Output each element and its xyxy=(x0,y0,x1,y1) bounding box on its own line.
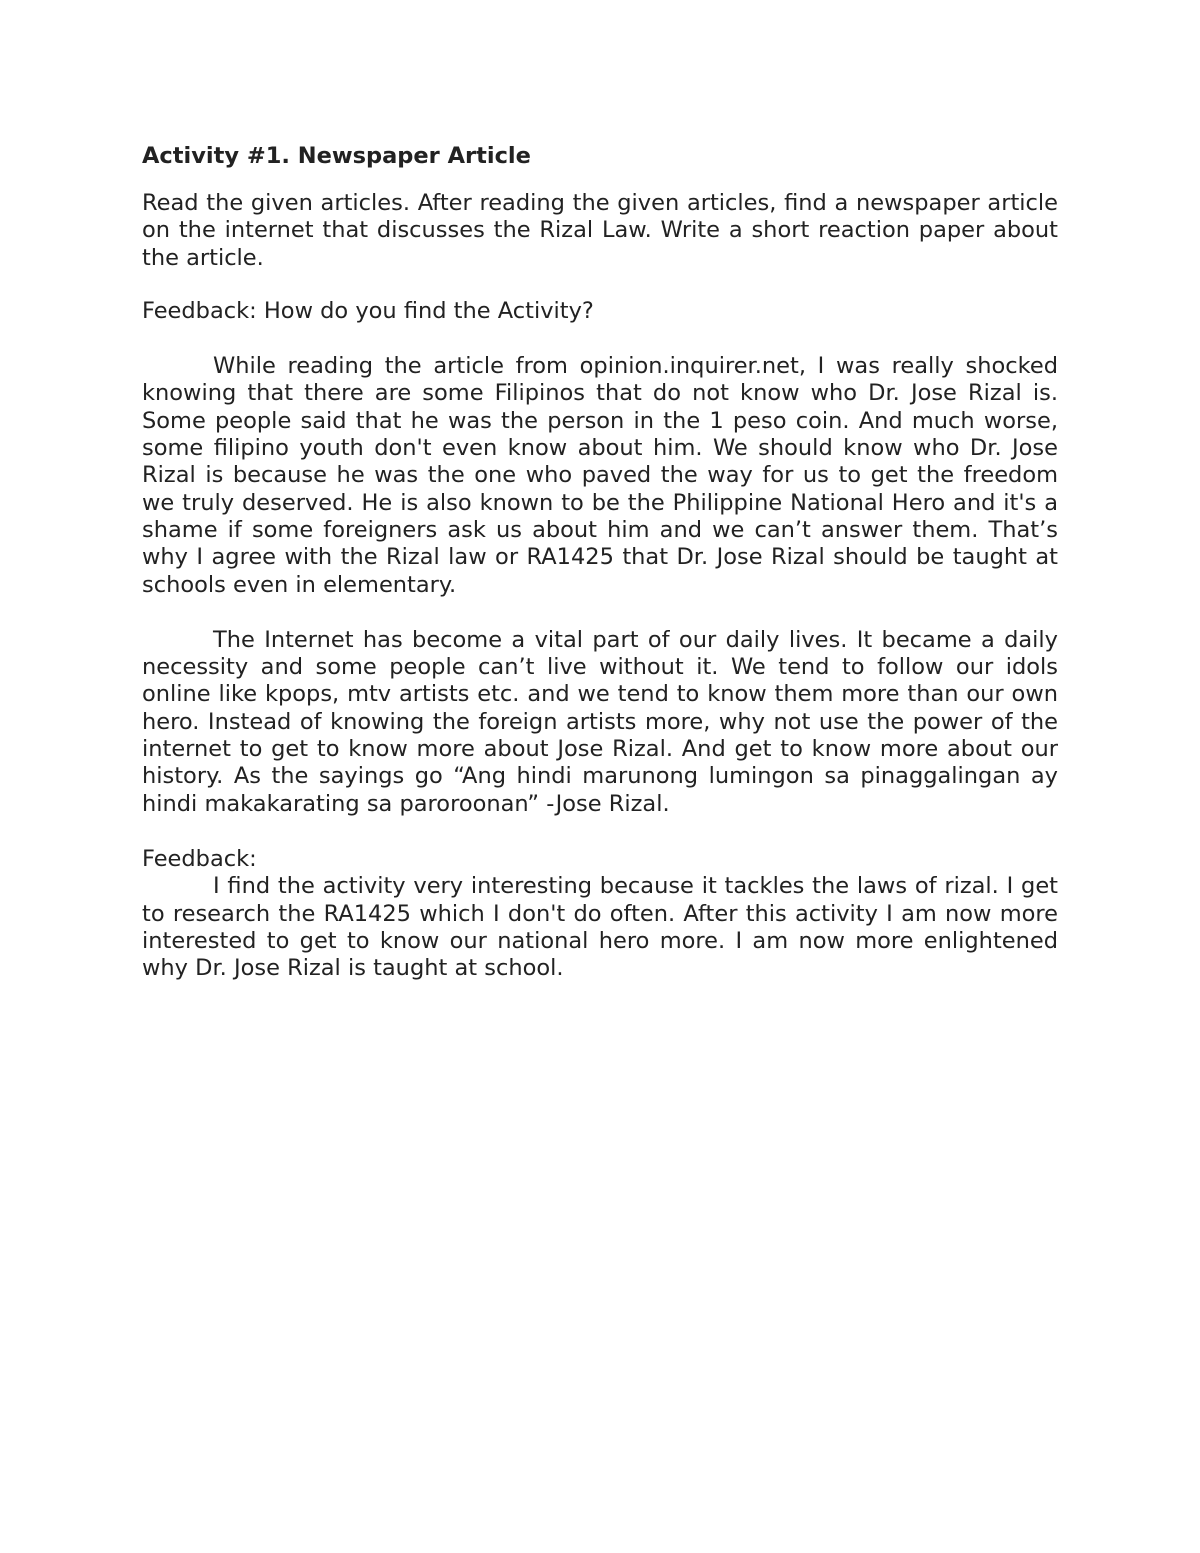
reaction-paragraph-2: The Internet has become a vital part of our daily lives. It became a daily necessity and some people can’t live without it. We tend to follow our idols online like kpops, mtv artists etc. and we tend to know them more than our own hero. Instead of knowing the foreign artists more, why not use the power of the internet to get to know more about Jose Rizal. And get to know more about our history. As the sayings go “Ang hindi marunong lumingon sa pinaggalingan ay hindi makakarating sa paroroonan” -Jose Rizal. xyxy=(142,626,1058,817)
feedback-label: Feedback: xyxy=(142,845,257,872)
feedback-prompt: Feedback: How do you find the Activity? xyxy=(142,297,594,324)
reaction-paragraph-1: While reading the article from opinion.inquirer.net, I was really shocked knowing that there are some Filipinos that do not know who Dr. Jose Rizal is. Some people said that he was the person in the 1 peso coin. And much worse, some filipino youth don't even know about him. We should know who Dr. Jose Rizal is because he was the one who paved the way for us to get the freedom we truly deserved. He is also known to be the Philippine National Hero and it's a shame if some foreigners ask us about him and we can’t answer them. That’s why I agree with the Rizal law or RA1425 that Dr. Jose Rizal should be taught at schools even in elementary. xyxy=(142,353,1058,598)
document-page xyxy=(142,138,1058,982)
document-title: Activity #1. Newspaper Article xyxy=(142,143,531,169)
instructions-paragraph: Read the given articles. After reading the given articles, find a newspaper article on the internet that discusses the Rizal Law. Write a short reaction paper about the article. xyxy=(142,190,1058,271)
feedback-paragraph: I find the activity very interesting because it tackles the laws of rizal. I get to research the RA1425 which I don't do often. After this activity I am now more interested to get to know our national hero more. I am now more enlightened why Dr. Jose Rizal is taught at school. xyxy=(142,873,1058,982)
